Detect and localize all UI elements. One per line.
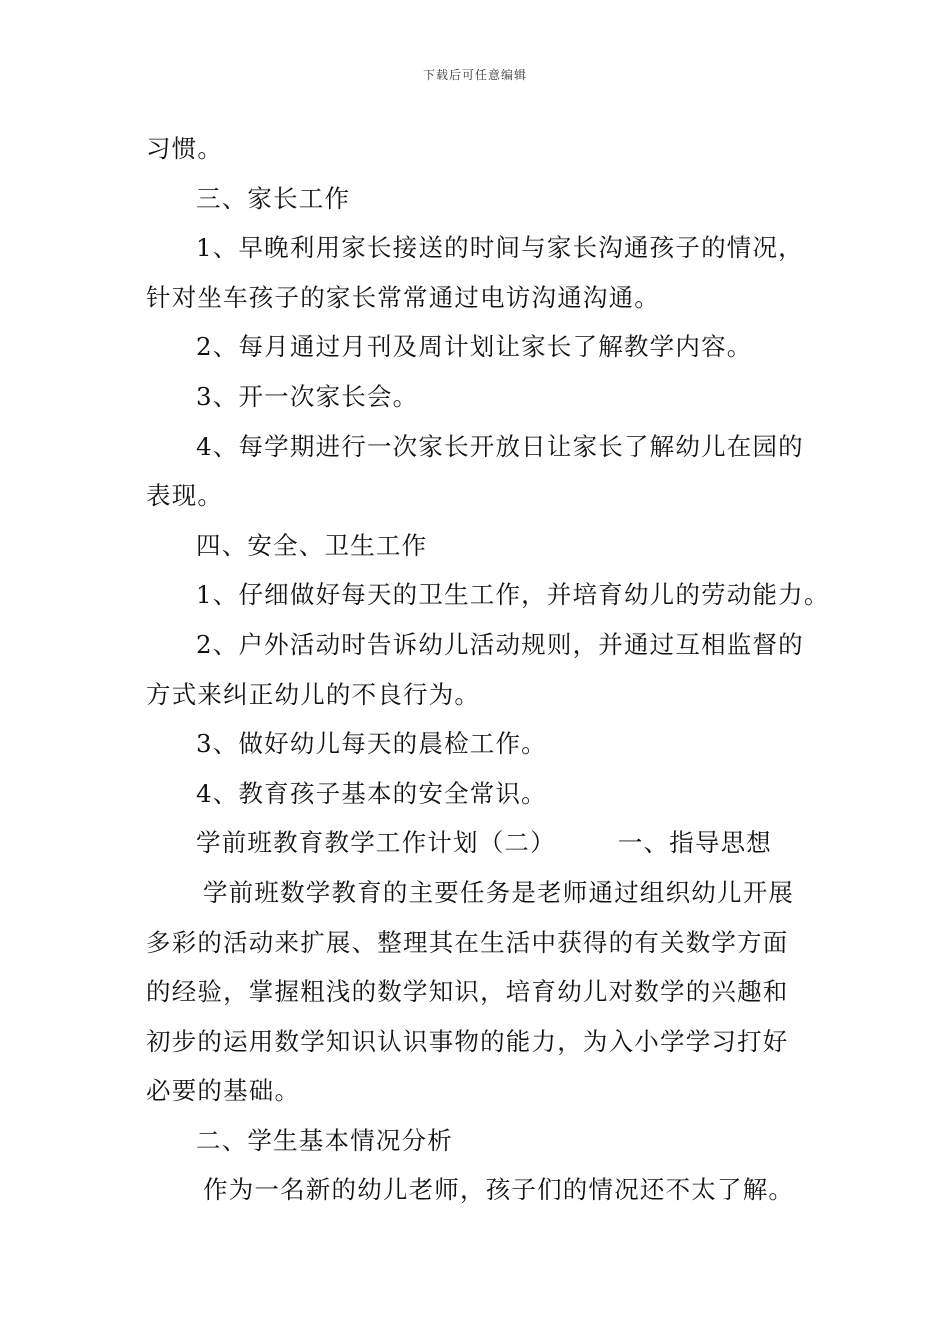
paragraph-line: 1、早晚利用家长接送的时间与家长沟通孩子的情况， <box>196 233 804 263</box>
paragraph-line: 2、户外活动时告诉幼儿活动规则，并通过互相监督的 <box>196 629 804 659</box>
paragraph-line: 学前班数学教育的主要任务是老师通过组织幼儿开展 <box>203 877 795 907</box>
page-header-note: 下载后可任意编辑 <box>422 68 527 82</box>
paragraph-line: 4、教育孩子基本的安全常识。 <box>196 778 547 808</box>
paragraph-line: 3、开一次家长会。 <box>196 381 419 411</box>
section-heading-parent-work: 三、家长工作 <box>196 183 351 213</box>
paragraph-line: 多彩的活动来扩展、整理其在生活中获得的有关数学方面 <box>146 927 789 957</box>
paragraph-line: 作为一名新的幼儿老师，孩子们的情况还不太了解。 <box>203 1175 795 1205</box>
paragraph-line: 4、每学期进行一次家长开放日让家长了解幼儿在园的 <box>196 431 804 461</box>
paragraph-line: 针对坐车孩子的家长常常通过电访沟通沟通。 <box>146 282 660 312</box>
paragraph-line: 2、每月通过月刊及周计划让家长了解教学内容。 <box>196 332 753 362</box>
paragraph-line: 的经验，掌握粗浅的数学知识，培育幼儿对数学的兴趣和 <box>146 977 789 1007</box>
paragraph-line: 表现。 <box>146 481 224 511</box>
paragraph-line: 3、做好幼儿每天的晨检工作。 <box>196 729 547 759</box>
plan-title-line <box>146 818 816 868</box>
plan-title: 学前班教育教学工作计划（二） <box>196 828 556 858</box>
paragraph-line: 初步的运用数学知识认识事物的能力，为入小学学习打好 <box>146 1026 789 1056</box>
paragraph-line: 习惯。 <box>146 134 224 163</box>
paragraph-line: 必要的基础。 <box>146 1076 301 1106</box>
section-heading-guiding-thought: 一、指导思想 <box>617 828 773 858</box>
section-heading-safety-hygiene: 四、安全、卫生工作 <box>196 530 428 560</box>
paragraph-line: 方式来纠正幼儿的不良行为。 <box>146 679 481 709</box>
document-body <box>146 124 830 1215</box>
section-heading-student-analysis: 二、学生基本情况分析 <box>196 1125 453 1155</box>
paragraph-line: 1、仔细做好每天的卫生工作，并培育幼儿的劳动能力。 <box>196 580 830 610</box>
